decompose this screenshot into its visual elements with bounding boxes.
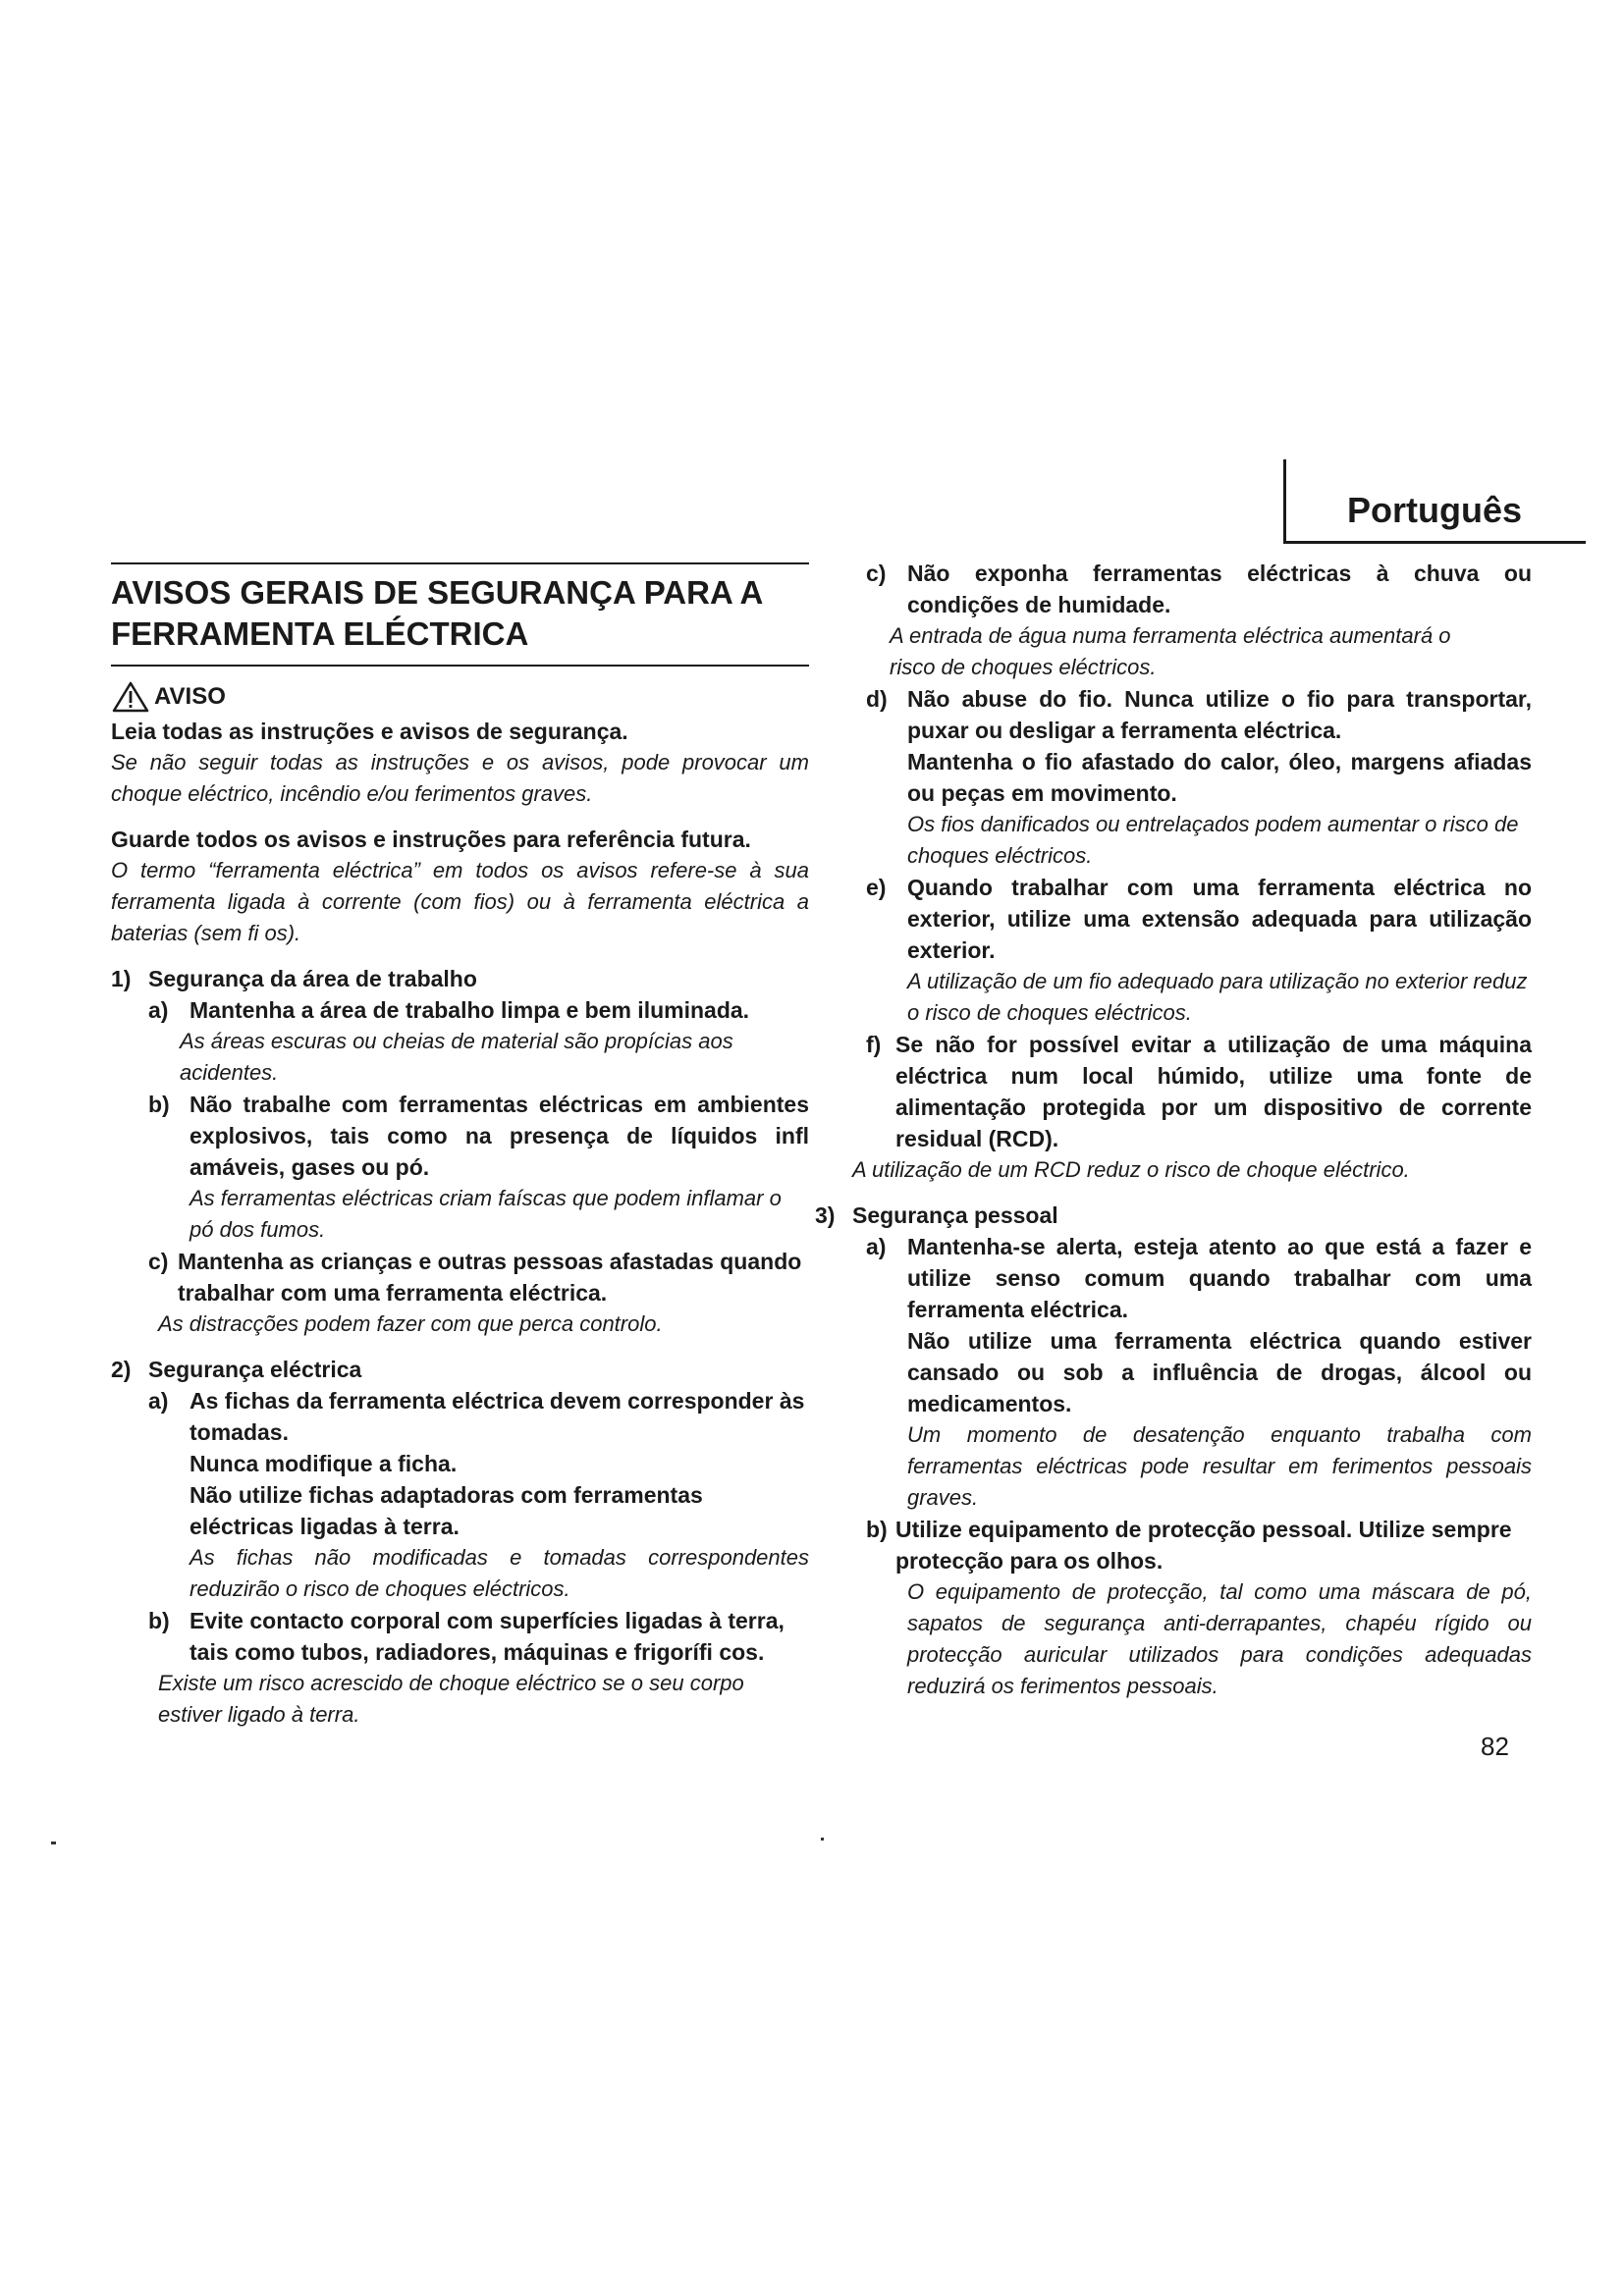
right-column xyxy=(815,558,1532,1702)
section-title: Segurança pessoal xyxy=(852,1202,1058,1228)
section-electrical xyxy=(111,1354,809,1731)
list-item xyxy=(148,1385,809,1605)
item-marker: b) xyxy=(866,1517,888,1542)
list-item xyxy=(866,683,1532,872)
list-item xyxy=(866,872,1532,1029)
language-tab-vertical-rule xyxy=(1283,459,1286,543)
item-marker: f) xyxy=(866,1032,882,1057)
list-item xyxy=(866,558,1532,620)
language-label: Português xyxy=(1346,490,1522,530)
item-instruction: Utilize equipamento de protecção pessoal. Utilize sempre protecção para os olhos. xyxy=(895,1517,1512,1574)
section-personal xyxy=(815,1200,1532,1702)
scan-mark xyxy=(821,1838,824,1841)
item-note: O equipamento de protecção, tal como uma máscara de pó, sapatos de segurança anti-derrapantes, chapéu rígido ou protecção auricular utilizados para condições adequadas reduzirá os ferimentos pessoais. xyxy=(907,1579,1532,1698)
item-marker: b) xyxy=(148,1092,170,1117)
section-heading xyxy=(815,1200,1532,1231)
item-instruction: Mantenha-se alerta, esteja atento ao que está a fazer e utilize senso comum quando trabalhar com uma ferramenta eléctrica. xyxy=(907,1234,1532,1322)
item-marker: a) xyxy=(866,1234,887,1259)
item-instruction: As fichas da ferramenta eléctrica devem corresponder às tomadas. xyxy=(189,1388,805,1445)
read-instructions-text: Leia todas as instruções e avisos de segurança. xyxy=(111,719,628,744)
item-instruction: Se não for possível evitar a utilização de uma máquina eléctrica num local húmido, utilize uma fonte de alimentação protegida por um dispositivo de corrente residual (RCD). xyxy=(895,1032,1532,1151)
list-item xyxy=(148,1089,809,1246)
scan-mark xyxy=(51,1842,56,1844)
item-note: Um momento de desatenção enquanto trabalha com ferramentas eléctricas pode resultar em ferimentos pessoais graves. xyxy=(907,1422,1532,1510)
item-marker: b) xyxy=(148,1608,170,1633)
read-instructions-note: Se não seguir todas as instruções e os avisos, pode provocar um choque eléctrico, incêndio e/ou ferimentos graves. xyxy=(111,750,809,806)
page-title: AVISOS GERAIS DE SEGURANÇA PARA A FERRAMENTA ELÉCTRICA xyxy=(111,574,763,652)
item-note: Os fios danificados ou entrelaçados podem aumentar o risco de choques eléctricos. xyxy=(907,812,1519,868)
item-instruction: Não exponha ferramentas eléctricas à chuva ou condições de humidade. xyxy=(907,561,1532,617)
item-instruction: Mantenha as crianças e outras pessoas afastadas quando trabalhar com uma ferramenta eléctrica. xyxy=(178,1249,802,1306)
keep-instructions-note: O termo “ferramenta eléctrica” em todos os avisos refere-se à sua ferramenta ligada à corrente (com fios) ou à ferramenta eléctrica a baterias (sem fi os). xyxy=(111,858,809,945)
item-marker: c) xyxy=(148,1249,169,1274)
section-title: Segurança da área de trabalho xyxy=(148,966,477,991)
item-instruction: Não trabalhe com ferramentas eléctricas em ambientes explosivos, tais como na presença de líquidos infl amáveis, gases ou pó. xyxy=(189,1092,809,1180)
item-note: A utilização de um fio adequado para utilização no exterior reduz o risco de choques eléctricos. xyxy=(907,969,1528,1025)
left-column xyxy=(111,562,809,1731)
warning-label: AVISO xyxy=(154,683,226,710)
section-heading xyxy=(111,1354,809,1385)
list-item xyxy=(148,1605,809,1668)
section-number: 3) xyxy=(815,1202,836,1228)
section-number: 2) xyxy=(111,1357,132,1382)
item-instruction: Nunca modifique a ficha. xyxy=(189,1451,458,1476)
item-marker: a) xyxy=(148,1388,169,1414)
item-instruction: Não abuse do fio. Nunca utilize o fio para transportar, puxar ou desligar a ferramenta eléctrica. xyxy=(907,686,1532,743)
section-heading xyxy=(111,963,809,994)
item-note: Existe um risco acrescido de choque eléctrico se o seu corpo estiver ligado à terra. xyxy=(158,1671,744,1727)
item-instruction: Mantenha o fio afastado do calor, óleo, margens afiadas ou peças em movimento. xyxy=(907,749,1532,806)
list-item xyxy=(866,1029,1532,1154)
item-note: As distracções podem fazer com que perca controlo. xyxy=(158,1311,663,1336)
section-number: 1) xyxy=(111,966,132,991)
item-instruction: Mantenha a área de trabalho limpa e bem iluminada. xyxy=(189,997,750,1023)
item-marker: d) xyxy=(866,686,888,712)
item-note: As ferramentas eléctricas criam faíscas que podem inflamar o pó dos fumos. xyxy=(189,1186,782,1242)
item-marker: c) xyxy=(866,561,887,586)
item-marker: a) xyxy=(148,997,169,1023)
section-work-area xyxy=(111,963,809,1340)
item-instruction: Não utilize uma ferramenta eléctrica quando estiver cansado ou sob a influência de drogas, álcool ou medicamentos. xyxy=(907,1328,1532,1416)
item-note: As áreas escuras ou cheias de material são propícias aos acidentes. xyxy=(180,1029,733,1085)
item-instruction: Evite contacto corporal com superfícies ligadas à terra, tais como tubos, radiadores, máquinas e frigorífi cos. xyxy=(189,1608,785,1665)
warning-triangle-icon xyxy=(111,680,150,714)
list-item xyxy=(148,1246,809,1308)
language-tab-horizontal-rule xyxy=(1283,541,1586,544)
section-title: Segurança eléctrica xyxy=(148,1357,362,1382)
list-item xyxy=(866,1231,1532,1514)
item-note: A utilização de um RCD reduz o risco de choque eléctrico. xyxy=(852,1157,1410,1182)
item-note: A entrada de água numa ferramenta eléctrica aumentará o risco de choques eléctricos. xyxy=(890,623,1451,679)
warning-heading xyxy=(111,678,809,716)
item-marker: e) xyxy=(866,875,887,900)
item-instruction: Quando trabalhar com uma ferramenta eléctrica no exterior, utilize uma extensão adequada para utilização exterior. xyxy=(907,875,1532,963)
list-item xyxy=(866,1514,1532,1702)
list-item xyxy=(148,994,809,1026)
title-bottom-rule xyxy=(111,665,809,667)
item-note: As fichas não modificadas e tomadas correspondentes reduzirão o risco de choques eléctricos. xyxy=(189,1545,809,1601)
page-number: 82 xyxy=(1481,1732,1509,1761)
keep-instructions-text: Guarde todos os avisos e instruções para referência futura. xyxy=(111,827,751,852)
item-instruction: Não utilize fichas adaptadoras com ferramentas eléctricas ligadas à terra. xyxy=(189,1482,703,1539)
